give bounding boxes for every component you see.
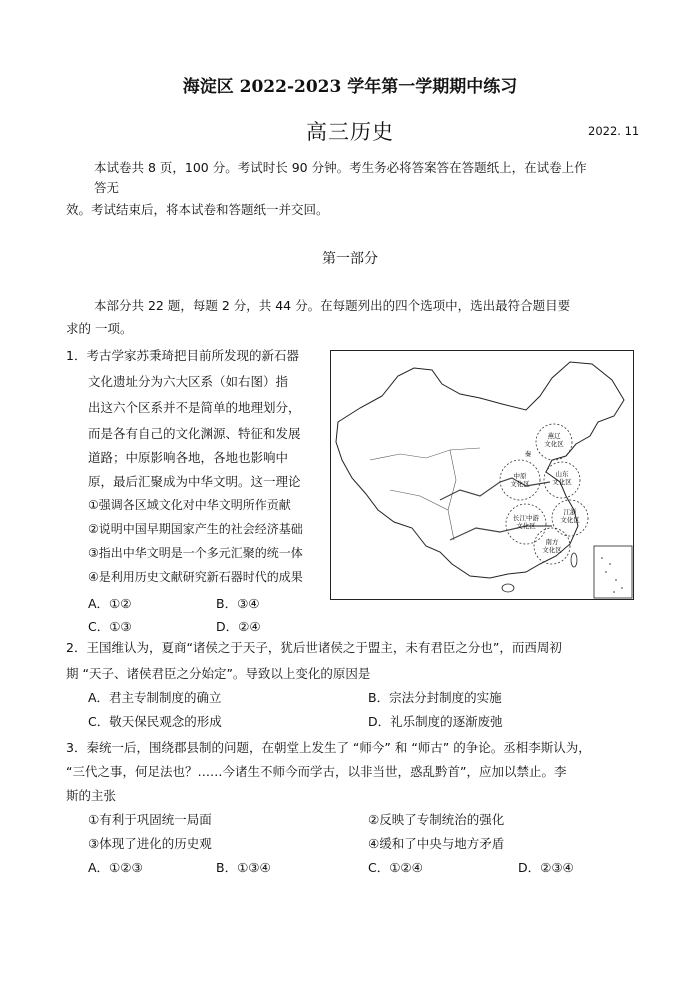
region-label-line: 文化区 [544,440,564,448]
region-label-line: 文化区 [542,546,562,554]
q3-option-a[interactable]: A．①②③ [88,860,143,875]
q1-statement-1: ①强调各区域文化对中华文明所作贡献 [88,498,291,512]
q3-option-b[interactable]: B．①③④ [216,860,271,875]
map-frame [331,351,634,600]
q1-stem-line-3: 出这六个区系并不是简单的地理划分， [88,400,301,415]
q2-option-a[interactable]: A．君主专制制度的确立 [88,690,222,705]
q3-statement-3: ③体现了进化的历史观 [88,836,212,851]
region-label-line: 长江中游 [513,514,539,522]
q1-stem-line-5: 道路；中原影响各地，各地也影响中 [88,450,289,465]
q3-stem-line-1: 3．秦统一后，围绕郡县制的问题，在朝堂上发生了 “师今” 和 “师古” 的争论。丞相李斯认为， [66,740,591,755]
q1-option-a[interactable]: A．①② [88,596,132,611]
region-label-line: 山东 [555,470,569,478]
q3-option-d[interactable]: D．②③④ [518,860,574,875]
q1-option-c[interactable]: C．①③ [88,619,132,634]
region-label-line: 文化区 [516,522,536,530]
exam-title: 海淀区 2022-2023 学年第一学期期中练习 [182,77,518,97]
region-label-line: 燕辽 [547,432,561,440]
region-label [513,513,540,530]
region-label-line: 南方 [545,538,559,546]
instructions-line-3: 效。考试结束后，将本试卷和答题纸一并交回。 [66,202,329,217]
q1-statement-3: ③指出中华文明是一个多元汇聚的统一体 [88,546,303,560]
region-label-line: 文化区 [510,480,530,488]
q1-option-b[interactable]: B．③④ [216,596,260,611]
china-cultural-regions-map [330,350,634,600]
q2-option-d[interactable]: D．礼乐制度的逐渐废弛 [368,714,503,729]
q1-stem-line-6: 原，最后汇聚成为中华文明。这一理论 [88,474,301,489]
q3-stem-line-2: “三代之事，何足法也？……今诸生不师今而学古，以非当世，惑乱黔首”，应加以禁止。李 [66,764,567,779]
q2-stem-line-1: 2．王国维认为，夏商“诸侯之于天子，犹后世诸侯之于盟主，未有君臣之分也”，而西周初 [66,640,562,655]
exam-date: 2022. 11 [588,124,640,138]
q2-option-b[interactable]: B．宗法分封制度的实施 [368,690,502,705]
part-heading: 第一部分 [322,251,378,267]
q3-statement-1: ①有利于巩固统一局面 [88,812,212,827]
region-label-line: 中原 [513,472,527,480]
instructions-line-1: 本试卷共 8 页，100 分。考试时长 90 分钟。考生务必将答案答在答题纸上，在试卷上作 [94,160,587,175]
q2-option-c[interactable]: C．敬天保民观念的形成 [88,714,222,729]
q1-option-d[interactable]: D．②④ [216,619,261,634]
region-label-line: 江浙 [563,508,577,516]
south-sea-inset [594,546,632,598]
q1-stem-line-1: 1．考古学家苏秉琦把目前所发现的新石器 [66,348,299,363]
q1-stem-line-2: 文化遗址分为六大区系（如右图）指 [88,374,289,389]
part-intro-line-1: 本部分共 22 题，每题 2 分，共 44 分。在每题列出的四个选项中，选出最符合题目要 [94,298,571,313]
region-label-line: 文化区 [552,478,572,486]
part-intro-line-2: 求的 一项。 [66,321,133,336]
q1-stem-line-4: 而是各有自己的文化渊源、特征和发展 [88,426,301,441]
region-label-line: 文化区 [560,516,580,524]
q1-statement-4: ④是利用历史文献研究新石器时代的成果 [88,570,303,584]
instructions-line-2: 答无 [94,180,120,195]
q2-stem-line-2: 期 “天子、诸侯君臣之分始定”。导致以上变化的原因是 [66,666,371,681]
q3-statement-2: ②反映了专制统治的强化 [368,812,505,827]
q1-statement-2: ②说明中国早期国家产生的社会经济基础 [88,522,303,536]
subject-title: 高三历史 [306,120,394,144]
q3-option-c[interactable]: C．①②④ [368,860,423,875]
q3-stem-line-3: 斯的主张 [66,788,117,803]
map-extra-label: 秦 [524,450,532,458]
q3-statement-4: ④缓和了中央与地方矛盾 [368,836,505,851]
